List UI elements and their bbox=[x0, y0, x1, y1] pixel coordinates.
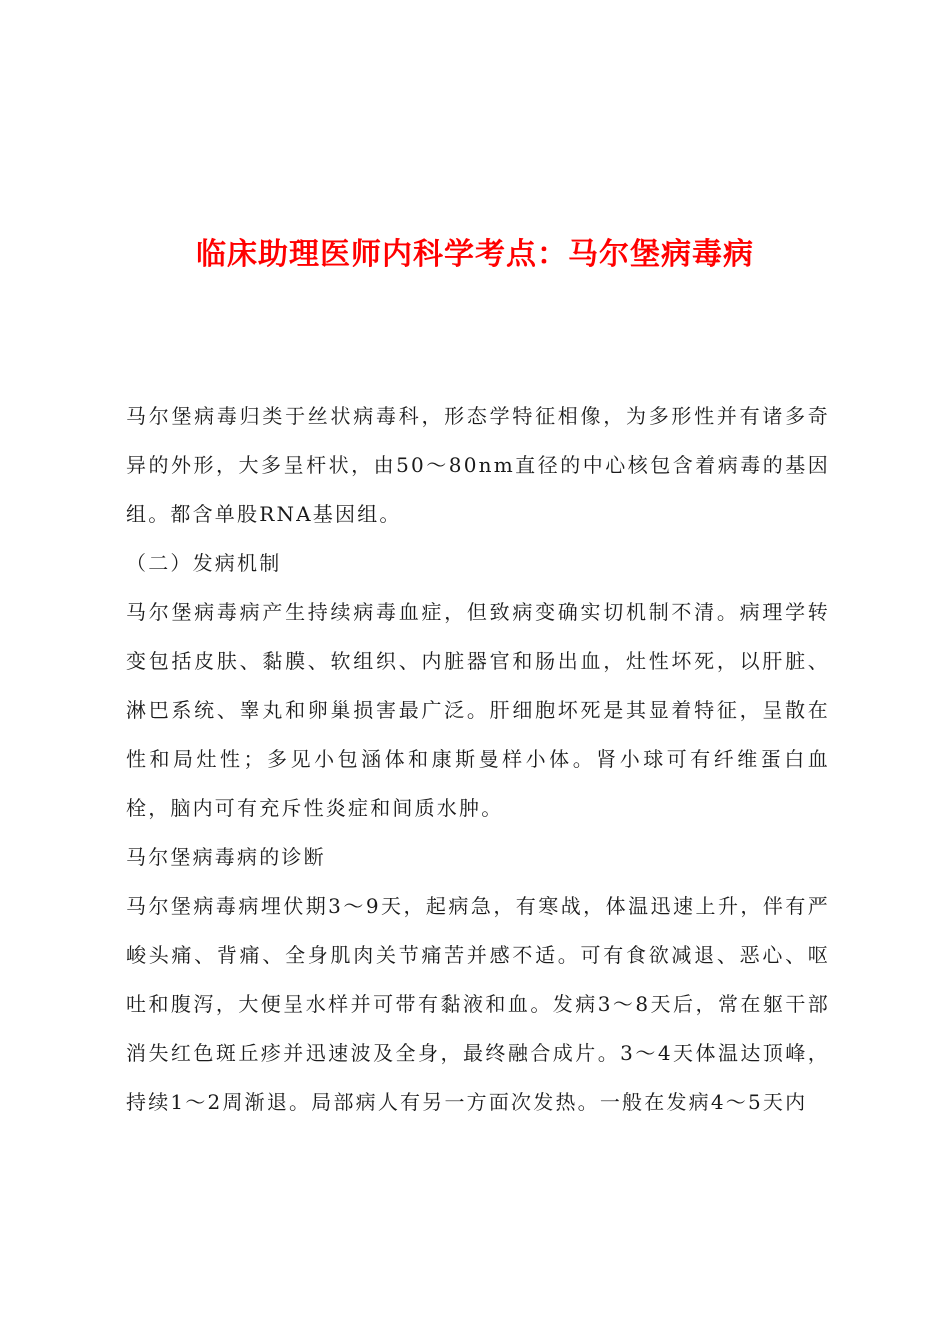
section-heading-pathogenesis: （二）发病机制 bbox=[126, 551, 282, 575]
paragraph-pathogenesis: 马尔堡病毒病产生持续病毒血症，但致病变确实切机制不清。病理学转变包括皮肤、黏膜、软组织、内脏器官和肠出血，灶性坏死，以肝脏、淋巴系统、睾丸和卵巢损害最广泛。肝细胞坏死是其显着特征，呈散在性和局灶性；多见小包涵体和康斯曼样小体。肾小球可有纤维蛋白血栓，脑内可有充斥性炎症和间质水肿。 bbox=[126, 600, 830, 820]
section-heading-diagnosis: 马尔堡病毒病的诊断 bbox=[126, 845, 326, 869]
document-body bbox=[126, 392, 830, 1127]
paragraph-diagnosis: 马尔堡病毒病埋伏期3～9天，起病急，有寒战，体温迅速上升，伴有严峻头痛、背痛、全身肌肉关节痛苦并感不适。可有食欲减退、恶心、呕吐和腹泻，大便呈水样并可带有黏液和血。发病3～8天后，常在躯干部消失红色斑丘疹并迅速波及全身，最终融合成片。3～4天体温达顶峰，持续1～2周渐退。局部病人有另一方面次发热。一般在发病4～5天内 bbox=[126, 894, 830, 1114]
paragraph-virus-description: 马尔堡病毒归类于丝状病毒科，形态学特征相像，为多形性并有诸多奇异的外形，大多呈杆状，由50～80nm直径的中心核包含着病毒的基因组。都含单股RNA基因组。 bbox=[126, 404, 830, 526]
document-title: 临床助理医师内科学考点：马尔堡病毒病 bbox=[196, 237, 754, 273]
